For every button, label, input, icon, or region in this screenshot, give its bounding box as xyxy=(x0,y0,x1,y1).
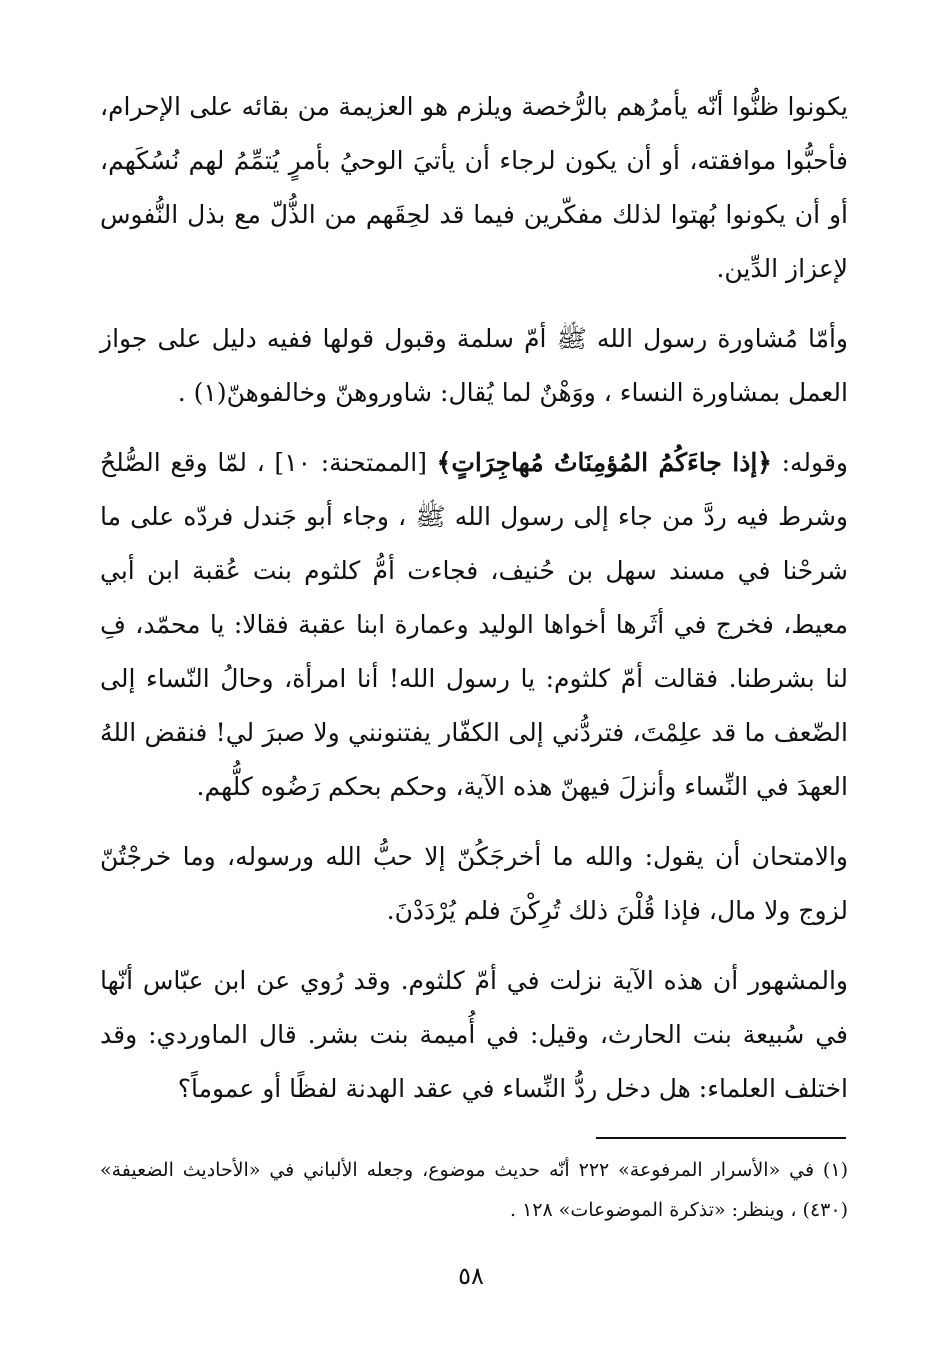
paragraph-2: وأمّا مُشاورة رسول الله ﷺ أمّ سلمة وقبول قولها ففيه دليل على جواز العمل بمشاورة النساء ، ووَهْنٌ لما يُقال: شاوروهنّ وخالفوهنّ(١) . xyxy=(100,324,848,407)
page-number: ٥٨ xyxy=(458,1262,484,1290)
paragraph-3 xyxy=(100,436,848,814)
paragraph-4: والامتحان أن يقول: والله ما أخرجَكُنّ إلا حبُّ الله ورسوله، وما خرجْتُنّ لزوج ولا مال، فإذا قُلْنَ ذلك تُرِكْنَ فلم يُرْدَدْنَ. xyxy=(100,842,848,925)
book-page-body xyxy=(100,80,848,1132)
quran-verse: ﴿إذا جاءَكُمُ المُؤمِنَاتُ مُهاجِرَاتٍ﴾ xyxy=(436,448,772,477)
paragraph-3-body: [الممتحنة: ١٠] ، لمّا وقع الصُّلحُ وشرط فيه ردَّ من جاء إلى رسول الله ﷺ ، وجاء أبو جَندل فردّه على ما شرحْنا في مسند سهل بن حُنيف، فجاءت أمُّ كلثوم بنت عُقبة ابن أبي معيط، فخرج في أثَرها أخواها الوليد وعمارة ابنا عقبة فقالا: يا محمّد، فِ لنا بشرطنا. فقالت أمّ كلثوم: يا رسول الله! أنا امرأة، وحالُ النّساء إلى الضّعف ما قد علِمْتَ، فتردُّني إلى الكفّار يفتنونني ولا صبرَ لي! فنقض اللهُ العهدَ في النِّساء وأنزلَ فيهنّ هذه الآية، وحكم بحكم رَضُوه كلُّهم. xyxy=(100,448,848,801)
paragraph-3-intro: وقوله: xyxy=(771,448,848,477)
footnote-divider xyxy=(596,1137,846,1139)
paragraph-1: يكونوا ظنُّوا أنّه يأمرُهم بالرُّخصة ويلزم هو العزيمة من بقائه على الإحرام، فأحبُّوا موافقته، أو أن يكون لرجاء أن يأتيَ الوحيُ بأمرٍ يُتمِّمُ لهم نُسُكَهم، أو أن يكونوا بُهتوا لذلك مفكّرين فيما قد لحِقَهم من الذُّلّ مع بذل النُّفوس لإعزاز الدِّين. xyxy=(100,92,848,283)
footnote: (١) في «الأسرار المرفوعة» ٢٢٢ أنّه حديث موضوع، وجعله الألباني في «الأحاديث الضعيفة» (٤٣٠) ، وينظر: «تذكرة الموضوعات» ١٢٨ . xyxy=(100,1159,848,1221)
paragraph-5: والمشهور أن هذه الآية نزلت في أمّ كلثوم. وقد رُوي عن ابن عبّاس أنّها في سُبيعة بنت الحارث، وقيل: في أُميمة بنت بشر. قال الماوردي: وقد اختلف العلماء: هل دخل ردُّ النِّساء في عقد الهدنة لفظًا أو عموماً؟ xyxy=(100,966,848,1103)
